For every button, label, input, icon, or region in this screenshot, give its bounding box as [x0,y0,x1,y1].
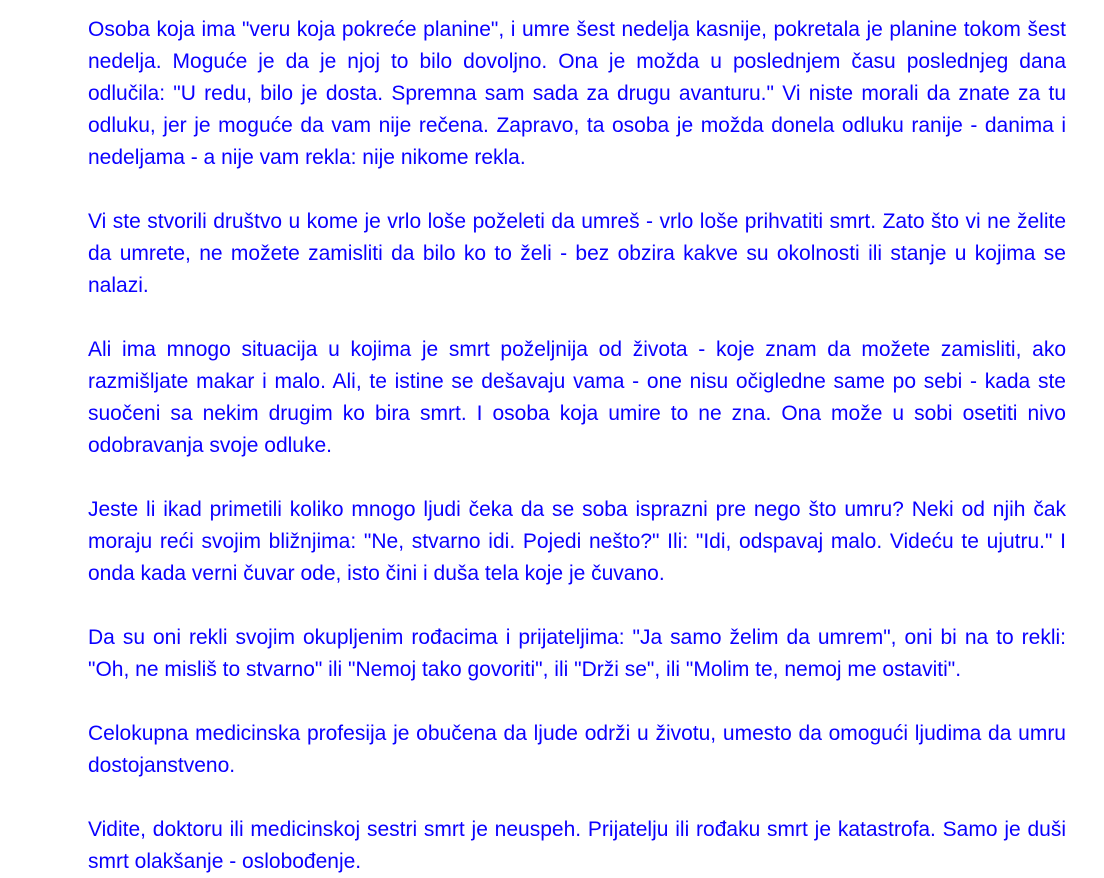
paragraph-7: Vidite, doktoru ili medicinskoj sestri smrt je neuspeh. Prijatelju ili rođaku smrt je katastrofa. Samo je duši smrt olakšanje - oslobođenje. [88,818,1066,873]
paragraph-3: Ali ima mnogo situacija u kojima je smrt poželjnija od života - koje znam da možete zamisliti, ako razmišljate makar i malo. Ali, te istine se dešavaju vama - one nisu očigledne same po sebi - kada ste suočeni sa nekim drugim ko bira smrt. I osoba koja umire to ne zna. Ona može u sobi osetiti nivo odobravanja svoje odluke. [88,338,1066,457]
paragraph-2: Vi ste stvorili društvo u kome je vrlo loše poželeti da umreš - vrlo loše prihvatiti smrt. Zato što vi ne želite da umrete, ne možete zamisliti da bilo ko to želi - bez obzira kakve su okolnosti ili stanje u kojima se nalazi. [88,210,1066,297]
document-body [88,14,1066,878]
paragraph-4: Jeste li ikad primetili koliko mnogo ljudi čeka da se soba isprazni pre nego što umru? Neki od njih čak moraju reći svojim bližnjima: "Ne, stvarno idi. Pojedi nešto?" Ili: "Idi, odspavaj malo. Videću te ujutru." I onda kada verni čuvar ode, isto čini i duša tela koje je čuvano. [88,498,1066,585]
paragraph-5: Da su oni rekli svojim okupljenim rođacima i prijateljima: "Ja samo želim da umrem", oni bi na to rekli: "Oh, ne misliš to stvarno" ili "Nemoj tako govoriti", ili "Drži se", ili "Molim te, nemoj me ostaviti". [88,626,1066,681]
paragraph-1: Osoba koja ima "veru koja pokreće planine", i umre šest nedelja kasnije, pokretala je planine tokom šest nedelja. Moguće je da je njoj to bilo dovoljno. Ona je možda u poslednjem času poslednjeg dana odlučila: "U redu, bilo je dosta. Spremna sam sada za drugu avanturu." Vi niste morali da znate za tu odluku, jer je moguće da vam nije rečena. Zapravo, ta osoba je možda donela odluku ranije - danima i nedeljama - a nije vam rekla: nije nikome rekla. [88,18,1066,169]
paragraph-6: Celokupna medicinska profesija je obučena da ljude održi u životu, umesto da omogući ljudima da umru dostojanstveno. [88,722,1066,777]
